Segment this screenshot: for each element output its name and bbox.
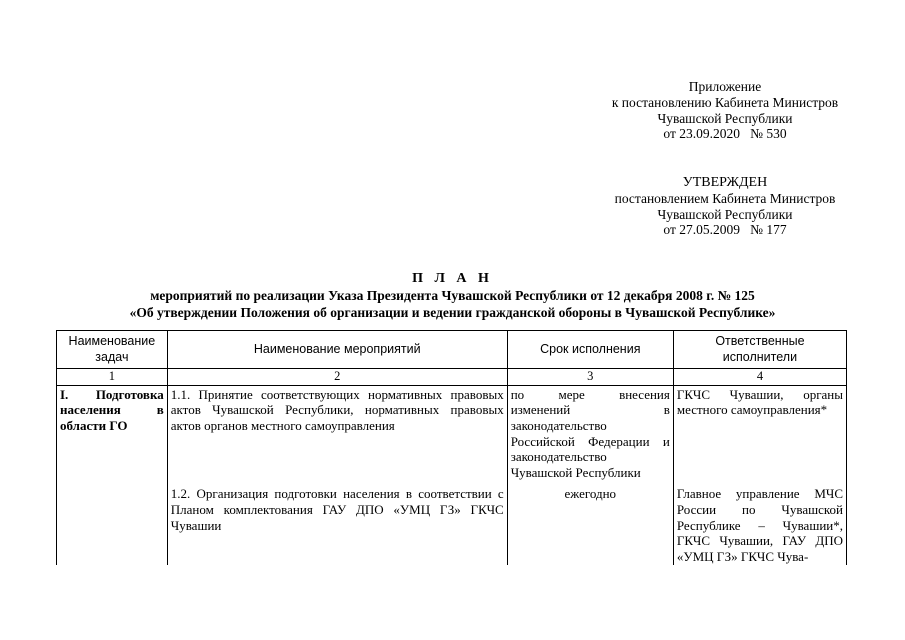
plan-subtitle-line-2: «Об утверждении Положения об организации и ведении гражданской обороны в Чувашской Республике» xyxy=(129,305,776,320)
table-row xyxy=(57,485,847,565)
responsible-cell: ГКЧС Чувашии, органы местного самоуправления* xyxy=(673,385,846,481)
approved-block xyxy=(590,175,860,238)
column-number: 3 xyxy=(507,369,673,386)
header-responsible: Ответственные исполнители xyxy=(673,331,846,369)
appendix-line-4: от 23.09.2020 № 530 xyxy=(663,126,787,142)
task-cell: I. Подготовка населения в области ГО xyxy=(57,385,168,481)
appendix-line-1: Приложение xyxy=(688,79,762,94)
column-number: 2 xyxy=(167,369,507,386)
column-number: 1 xyxy=(57,369,168,386)
responsible-cell: Главное управление МЧС России по Чувашской Республике – Чувашии*, ГКЧС Чувашии, ГАУ ДПО «УМЦ ГЗ» ГКЧС Чува- xyxy=(673,485,846,565)
approved-line-2: постановлением Кабинета Министров xyxy=(614,190,836,206)
column-number: 4 xyxy=(673,369,846,386)
approved-header: УТВЕРЖДЕН xyxy=(682,175,768,190)
column-number-row xyxy=(57,369,847,386)
measure-cell: 1.1. Принятие соответствующих нормативных правовых актов Чувашской Республики, нормативных правовых актов органов местного самоуправления xyxy=(167,385,507,481)
measure-cell: 1.2. Организация подготовки населения в соответствии с Планом комплектования ГАУ ДПО «УМЦ ГЗ» ГКЧС Чувашии xyxy=(167,485,507,565)
appendix-block xyxy=(590,79,860,142)
approved-line-3: Чувашской Республики xyxy=(657,206,793,222)
deadline-cell: по мере внесения изменений в законодательство Российской Федерации и законодательство Чувашской Республики xyxy=(507,385,673,481)
header-deadline: Срок исполнения xyxy=(507,331,673,369)
task-cell xyxy=(57,485,168,565)
table-row xyxy=(57,385,847,481)
plan-title-block xyxy=(40,270,865,321)
plan-table xyxy=(56,330,847,565)
plan-title: П Л А Н xyxy=(412,271,493,286)
plan-subtitle-line-1: мероприятий по реализации Указа Президента Чувашской Республики от 12 декабря 2008 г. № 125 xyxy=(150,288,755,303)
header-tasks: Наименование задач xyxy=(57,331,168,369)
deadline-cell: ежегодно xyxy=(507,485,673,565)
approved-line-4: от 27.05.2009 № 177 xyxy=(663,222,787,238)
header-measures: Наименование мероприятий xyxy=(167,331,507,369)
appendix-line-3: Чувашской Республики xyxy=(657,110,793,126)
appendix-line-2: к постановлению Кабинета Министров xyxy=(611,94,839,110)
table-header-row xyxy=(57,331,847,369)
